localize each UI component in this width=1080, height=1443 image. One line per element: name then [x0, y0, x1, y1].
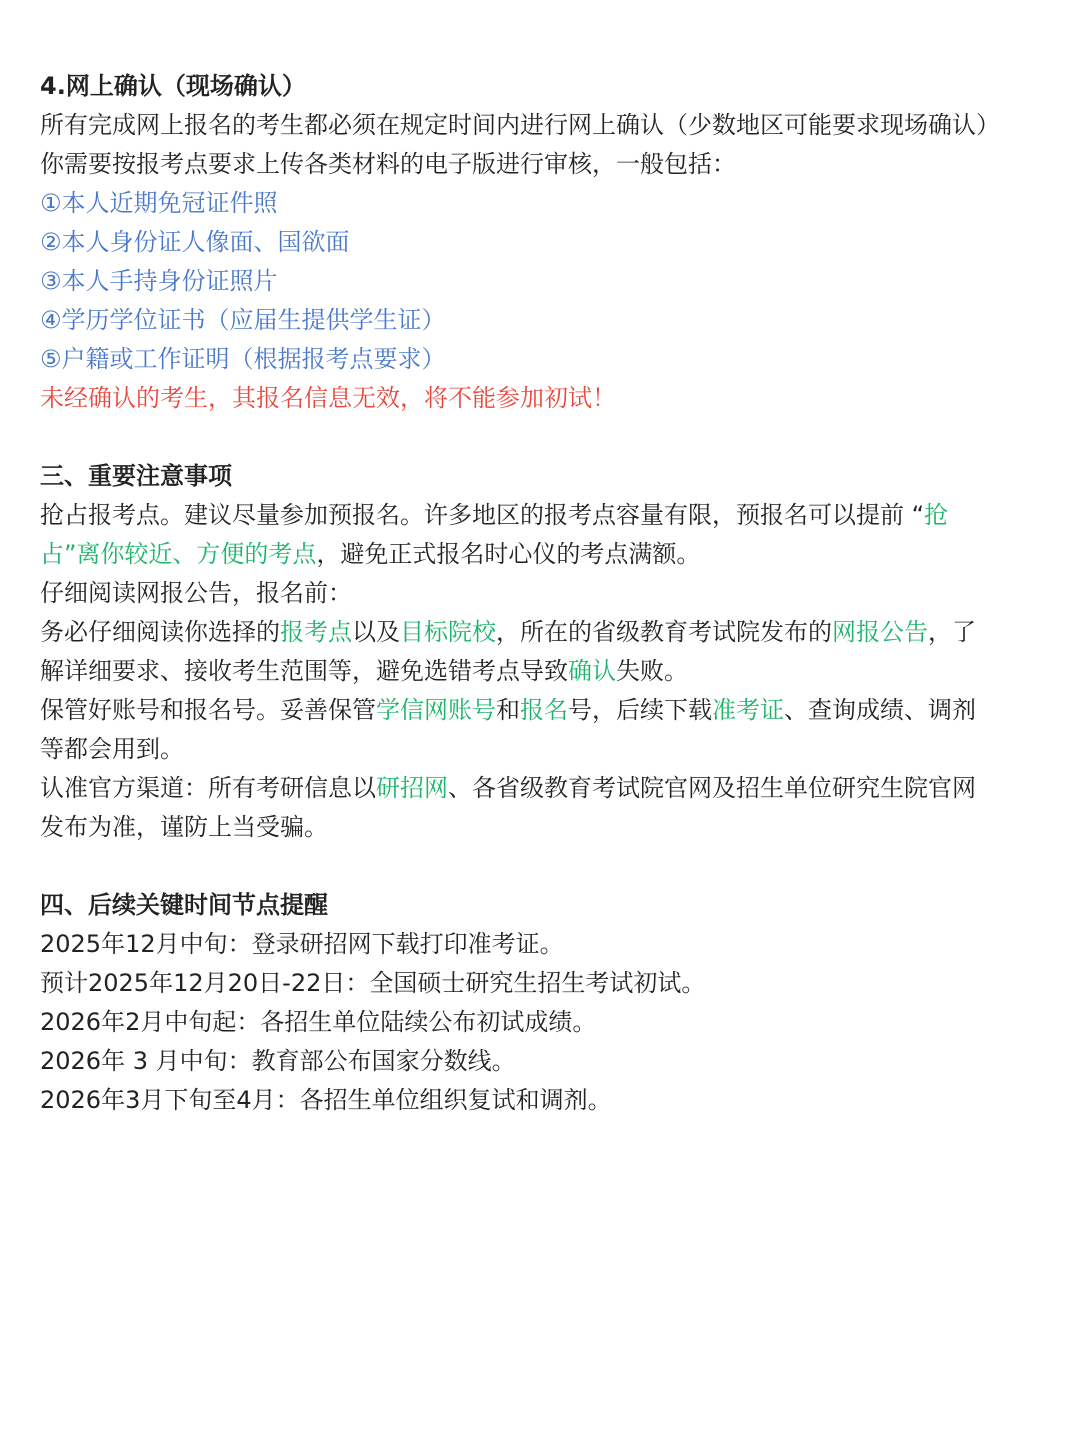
paragraph-read-line-2 — [40, 652, 1050, 691]
text-segment: ，所在的省级教育考试院发布的 — [496, 618, 832, 646]
material-item-5: ⑤户籍或工作证明（根据报考点要求） — [40, 345, 446, 373]
text-segment: 认准官方渠道：所有考研信息以 — [40, 774, 376, 802]
timeline-item-4: 2026年 3 月中旬：教育部公布国家分数线。 — [40, 1047, 516, 1075]
text-segment: 和 — [496, 696, 520, 724]
timeline-item-2: 预计2025年12月20日-22日：全国硕士研究生招生考试初试。 — [40, 969, 706, 997]
timeline-item-5: 2026年3月下旬至4月：各招生单位组织复试和调剂。 — [40, 1086, 612, 1114]
spacer — [40, 418, 1050, 457]
highlight-text: 占”离你较近、方便的考点 — [40, 540, 317, 568]
highlight-text: 网报公告 — [832, 618, 928, 646]
text-segment: 、各省级教育考试院官网及招生单位研究生院官网 — [448, 774, 976, 802]
paragraph-intro-2: 你需要按报考点要求上传各类材料的电子版进行审核，一般包括： — [40, 150, 736, 178]
material-item-3: ③本人手持身份证照片 — [40, 267, 278, 295]
paragraph-seat-line-2 — [40, 535, 1050, 574]
text-segment: 务必仔细阅读你选择的 — [40, 618, 280, 646]
paragraph-official-line-2: 发布为准，谨防上当受骗。 — [40, 813, 328, 841]
highlight-text: 准考证 — [712, 696, 784, 724]
text-segment: 抢占报考点。建议尽量参加预报名。许多地区的报考点容量有限，预报名可以提前 “ — [40, 501, 925, 529]
paragraph-seat-line-1 — [40, 496, 1050, 535]
highlight-text: 报考点 — [280, 618, 352, 646]
warning-text: 未经确认的考生，其报名信息无效，将不能参加初试！ — [40, 384, 616, 412]
highlight-text: 抢 — [924, 501, 949, 529]
highlight-text: 研招网 — [376, 774, 448, 802]
paragraph-official-line-1 — [40, 769, 1050, 808]
text-segment: 保管好账号和报名号。妥善保管 — [40, 696, 376, 724]
text-segment: 解详细要求、接收考生范围等，避免选错考点导致 — [40, 657, 568, 685]
paragraph-intro-1: 所有完成网上报名的考生都必须在规定时间内进行网上确认（少数地区可能要求现场确认） — [40, 111, 1000, 139]
timeline-item-1: 2025年12月中旬：登录研招网下载打印准考证。 — [40, 930, 564, 958]
paragraph-account-line-2: 等都会用到。 — [40, 735, 184, 763]
text-segment: ，了 — [928, 618, 976, 646]
text-segment: 以及 — [352, 618, 400, 646]
highlight-text: 报名 — [520, 696, 568, 724]
text-segment: 失败。 — [616, 657, 688, 685]
paragraph-read-notice: 仔细阅读网报公告，报名前： — [40, 579, 352, 607]
material-item-1: ①本人近期免冠证件照 — [40, 189, 278, 217]
material-item-4: ④学历学位证书（应届生提供学生证） — [40, 306, 446, 334]
text-segment: ，避免正式报名时心仪的考点满额。 — [316, 540, 701, 568]
section-heading-key-dates: 四、后续关键时间节点提醒 — [40, 891, 328, 919]
highlight-text: 学信网账号 — [376, 696, 496, 724]
highlight-text: 确认 — [568, 657, 616, 685]
text-segment: 号，后续下载 — [568, 696, 712, 724]
spacer — [40, 847, 1050, 886]
paragraph-account-line-1 — [40, 691, 1050, 730]
section-heading-online-confirmation: 4.网上确认（现场确认） — [40, 72, 306, 100]
material-item-2: ②本人身份证人像面、国欲面 — [40, 228, 350, 256]
section-heading-important-notes: 三、重要注意事项 — [40, 462, 232, 490]
text-segment: 、查询成绩、调剂 — [784, 696, 976, 724]
paragraph-read-line-1 — [40, 613, 1050, 652]
highlight-text: 目标院校 — [400, 618, 496, 646]
timeline-item-3: 2026年2月中旬起：各招生单位陆续公布初试成绩。 — [40, 1008, 597, 1036]
